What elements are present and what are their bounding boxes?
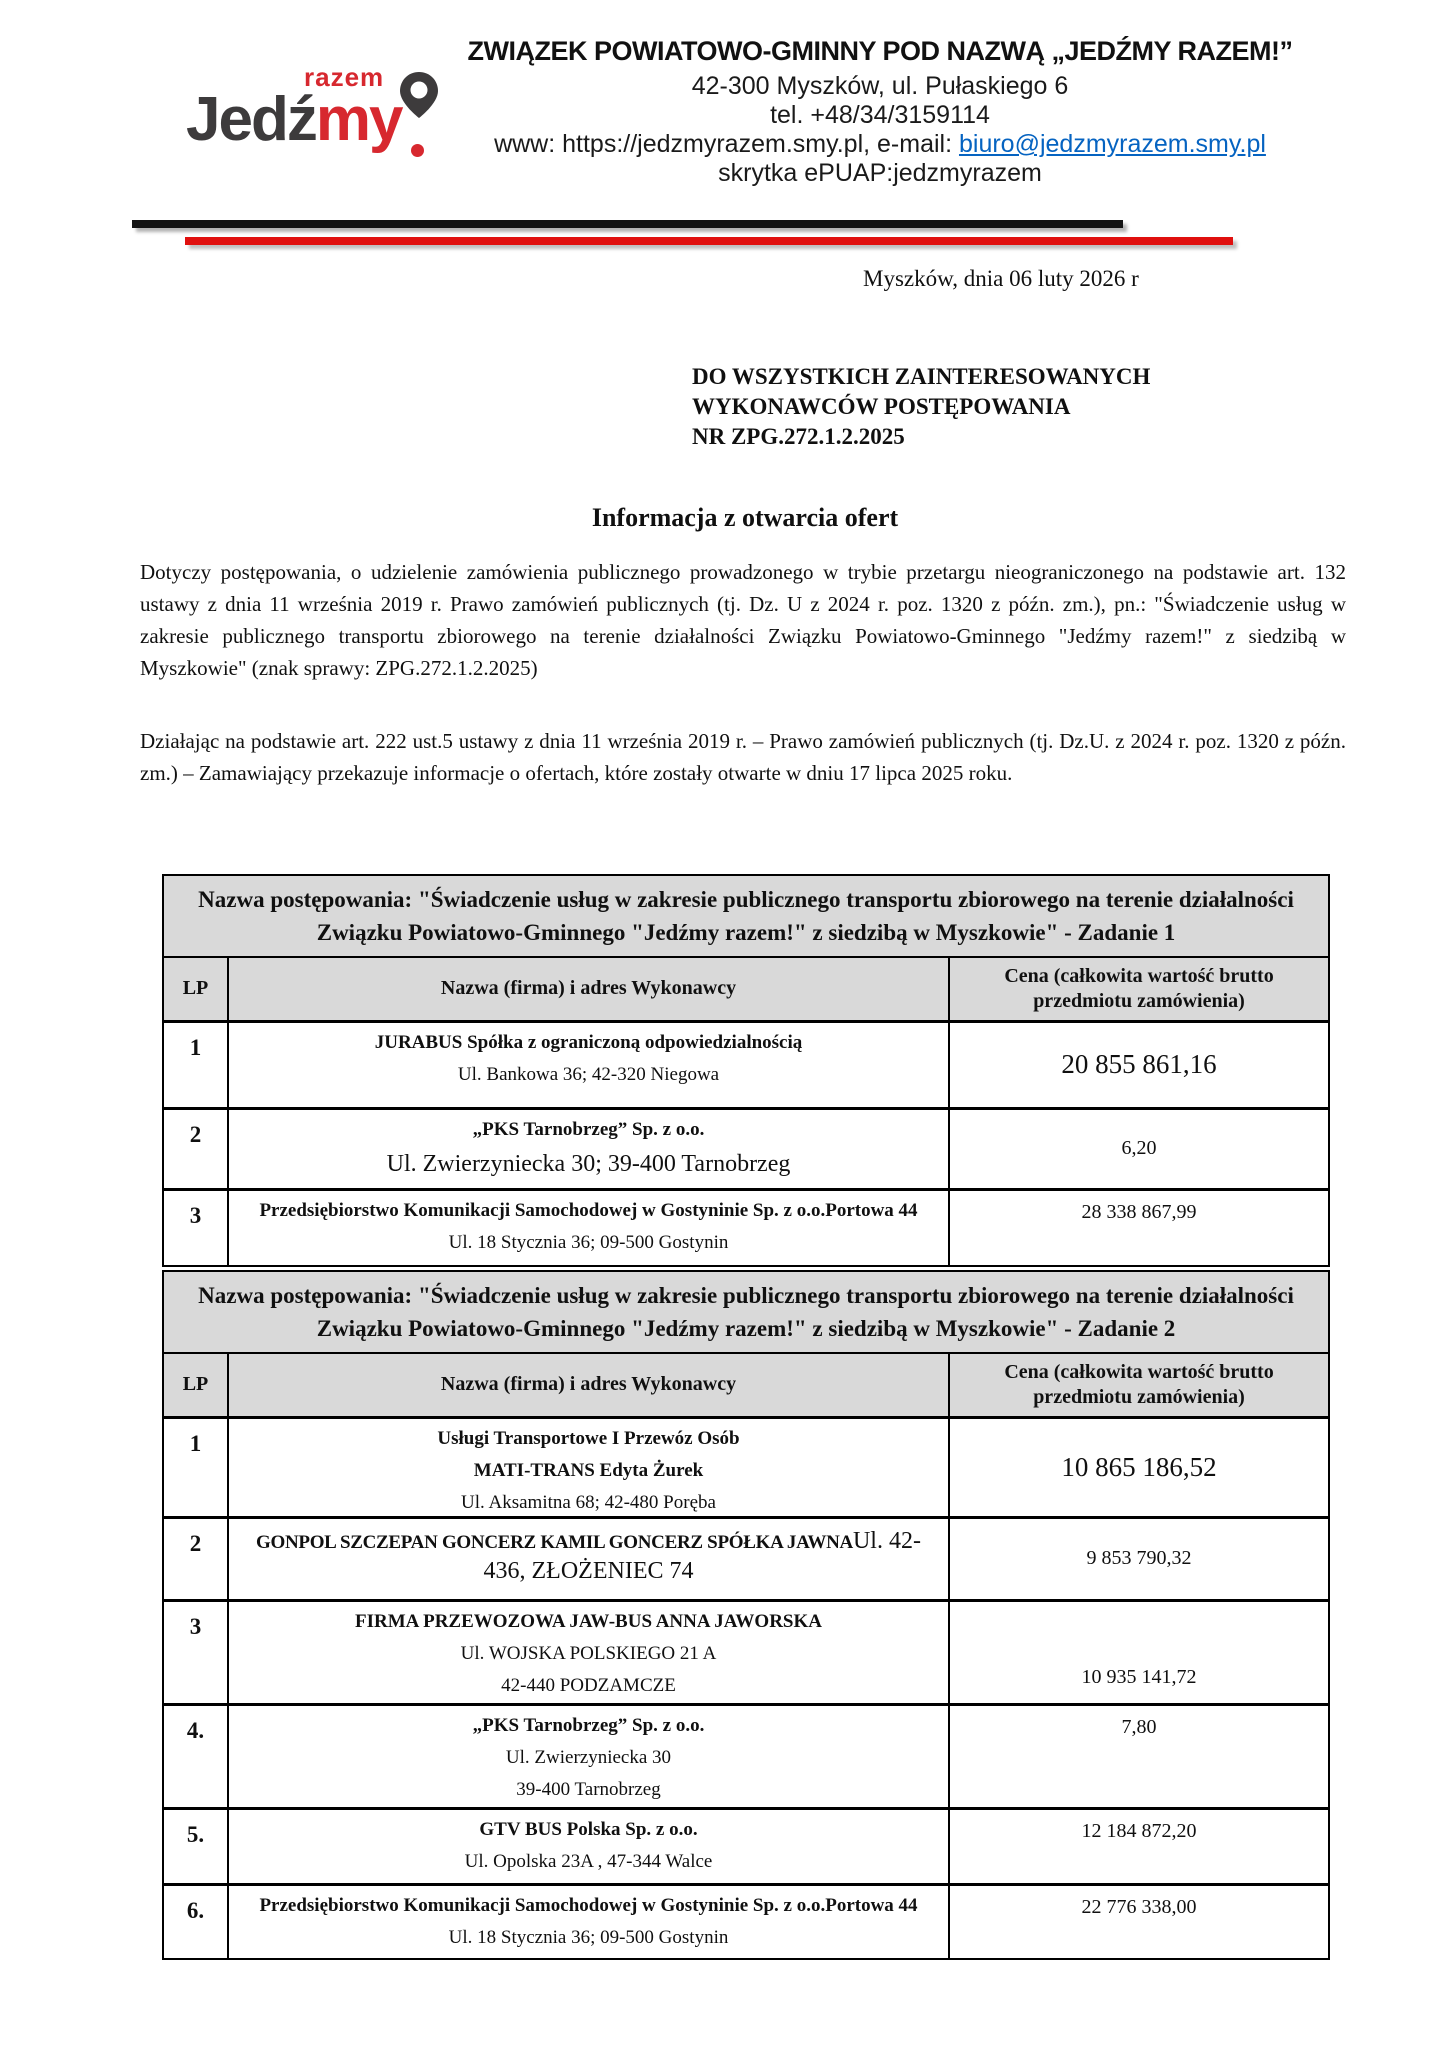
table-row bbox=[163, 1884, 1329, 1959]
table2-title: Nazwa postępowania: "Świadczenie usług w zakresie publicznego transportu zbiorowego na terenie działalności Związku Powiatowo-Gminnego "Jedźmy razem!" z siedzibą w Myszkowie" - Zadanie 2 bbox=[163, 1271, 1329, 1353]
contractor-address: Ul. Bankowa 36; 42-320 Niegowa bbox=[457, 1063, 720, 1085]
table-row bbox=[163, 1808, 1329, 1884]
contractor-name-2: MATI-TRANS Edyta Żurek bbox=[473, 1459, 704, 1481]
org-epuap: skrytka ePUAP:jedzmyrazem bbox=[718, 159, 1042, 187]
contractor-name: FIRMA PRZEWOZOWA JAW-BUS ANNA JAWORSKA bbox=[355, 1610, 822, 1632]
contractor-address: Ul. 42-436, ZŁOŻENIEC 74 bbox=[483, 1527, 921, 1584]
letterhead bbox=[440, 36, 1320, 188]
table-row bbox=[163, 1108, 1329, 1189]
logo-word-red: my bbox=[315, 85, 402, 154]
contractor-name: „PKS Tarnobrzeg” Sp. z o.o. bbox=[472, 1714, 705, 1736]
table2-col-price: Cena (całkowita wartość brutto przedmiotu zamówienia) bbox=[949, 1353, 1329, 1417]
row-contractor bbox=[228, 1600, 949, 1704]
row-price: 22 776 338,00 bbox=[949, 1884, 1329, 1959]
row-contractor bbox=[228, 1021, 949, 1108]
row-contractor bbox=[228, 1884, 949, 1959]
logo-exclamation-dot bbox=[411, 144, 424, 157]
row-lp: 5. bbox=[163, 1808, 228, 1884]
row-lp: 4. bbox=[163, 1704, 228, 1808]
table-row bbox=[163, 1189, 1329, 1266]
row-price: 9 853 790,32 bbox=[949, 1517, 1329, 1600]
row-lp: 1 bbox=[163, 1417, 228, 1517]
org-phone: tel. +48/34/3159114 bbox=[770, 101, 990, 129]
row-price: 6,20 bbox=[949, 1108, 1329, 1189]
org-www-prefix: www: https://jedzmyrazem.smy.pl, e-mail: bbox=[494, 130, 959, 158]
contractor-name: „PKS Tarnobrzeg” Sp. z o.o. bbox=[472, 1118, 705, 1140]
row-price: 28 338 867,99 bbox=[949, 1189, 1329, 1266]
contractor-address: Ul. Zwierzyniecka 30 bbox=[505, 1746, 672, 1768]
table-row bbox=[163, 1704, 1329, 1808]
row-lp: 1 bbox=[163, 1021, 228, 1108]
contractor-city: 39-400 Tarnobrzeg bbox=[516, 1778, 661, 1800]
jedzmy-razem-logo bbox=[186, 62, 436, 204]
contractor-address: Ul. Zwierzyniecka 30; 39-400 Tarnobrzeg bbox=[386, 1150, 791, 1177]
row-price: 7,80 bbox=[949, 1704, 1329, 1808]
table1-col-name: Nazwa (firma) i adres Wykonawcy bbox=[228, 957, 949, 1021]
offer-tables bbox=[162, 874, 1328, 1963]
divider-black-bar bbox=[132, 220, 1123, 228]
contractor-name: GTV BUS Polska Sp. z o.o. bbox=[479, 1818, 698, 1840]
addressee-block bbox=[692, 362, 1150, 452]
row-price: 10 865 186,52 bbox=[949, 1417, 1329, 1517]
row-price: 12 184 872,20 bbox=[949, 1808, 1329, 1884]
contractor-name: Przedsiębiorstwo Komunikacji Samochodowej w Gostyninie Sp. z o.o.Portowa 44 bbox=[259, 1894, 918, 1916]
paragraph-subject: Dotyczy postępowania, o udzielenie zamówienia publicznego prowadzonego w trybie przetargu nieograniczonego na podstawie art. 132 ustawy z dnia 11 września 2019 r. Prawo zamówień publicznych (tj. Dz. U z 2024 r. poz. 1320 z późn. zm.), pn.: "Świadczenie usług w zakresie publicznego transportu zbiorowego na terenie działalności Związku Powiatowo-Gminnego "Jedźmy razem!" z siedzibą w Myszkowie" (znak sprawy: ZPG.272.1.2.2025) bbox=[140, 560, 1346, 680]
contractor-address: Ul. Opolska 23A , 47-344 Walce bbox=[464, 1850, 713, 1872]
contractor-name: Usługi Transportowe I Przewóz Osób bbox=[437, 1427, 740, 1449]
addressee-line-1: DO WSZYSTKICH ZAINTERESOWANYCH bbox=[692, 364, 1151, 389]
contractor-address: Ul. 18 Stycznia 36; 09-500 Gostynin bbox=[448, 1926, 729, 1948]
row-contractor bbox=[228, 1517, 949, 1600]
row-price: 20 855 861,16 bbox=[949, 1021, 1329, 1108]
logo-tagline: razem bbox=[304, 62, 385, 92]
table-row bbox=[163, 1517, 1329, 1600]
row-contractor bbox=[228, 1704, 949, 1808]
row-contractor bbox=[228, 1189, 949, 1266]
row-lp: 6. bbox=[163, 1884, 228, 1959]
table-row bbox=[163, 1600, 1329, 1704]
table1-title: Nazwa postępowania: "Świadczenie usług w zakresie publicznego transportu zbiorowego na terenie działalności Związku Powiatowo-Gminnego "Jedźmy razem!" z siedzibą w Myszkowie" - Zadanie 1 bbox=[163, 875, 1329, 957]
row-contractor bbox=[228, 1108, 949, 1189]
row-contractor bbox=[228, 1808, 949, 1884]
org-name: ZWIĄZEK POWIATOWO-GMINNY POD NAZWĄ „JEDŹMY RAZEM!” bbox=[467, 36, 1293, 66]
divider-red-bar bbox=[185, 237, 1233, 245]
email-link[interactable]: biuro@jedzmyrazem.smy.pl bbox=[958, 130, 1266, 158]
logo-word-dark: Jedź bbox=[186, 85, 316, 154]
contractor-name: GONPOL SZCZEPAN GONCERZ KAMIL GONCERZ SPÓŁKA JAWNA bbox=[256, 1531, 853, 1553]
document-title: Informacja z otwarcia ofert bbox=[591, 503, 899, 532]
contractor-address: Ul. 18 Stycznia 36; 09-500 Gostynin bbox=[448, 1231, 729, 1253]
row-lp: 2 bbox=[163, 1108, 228, 1189]
contractor-name: Przedsiębiorstwo Komunikacji Samochodowej w Gostyninie Sp. z o.o.Portowa 44 bbox=[259, 1199, 918, 1221]
contractor-city: 42-440 PODZAMCZE bbox=[501, 1674, 676, 1696]
org-address: 42-300 Myszków, ul. Pułaskiego 6 bbox=[691, 72, 1069, 100]
contractor-address: Ul. Aksamitna 68; 42-480 Poręba bbox=[461, 1491, 716, 1513]
org-web-line bbox=[440, 130, 1320, 159]
addressee-line-3: NR ZPG.272.1.2.2025 bbox=[692, 424, 905, 449]
table-row bbox=[163, 1417, 1329, 1517]
row-lp: 3 bbox=[163, 1600, 228, 1704]
offers-table-zadanie-2 bbox=[162, 1270, 1330, 1960]
addressee-line-2: WYKONAWCÓW POSTĘPOWANIA bbox=[692, 394, 1071, 419]
table-row bbox=[163, 1021, 1329, 1108]
row-lp: 2 bbox=[163, 1517, 228, 1600]
date-line: Myszków, dnia 06 luty 2026 r bbox=[863, 266, 1139, 291]
row-price: 10 935 141,72 bbox=[949, 1600, 1329, 1704]
contractor-address: Ul. WOJSKA POLSKIEGO 21 A bbox=[460, 1642, 717, 1664]
contractor-name: JURABUS Spółka z ograniczoną odpowiedzialnością bbox=[374, 1031, 803, 1053]
offers-table-zadanie-1 bbox=[162, 874, 1330, 1267]
table2-col-name: Nazwa (firma) i adres Wykonawcy bbox=[228, 1353, 949, 1417]
row-lp: 3 bbox=[163, 1189, 228, 1266]
paragraph-legal-basis: Działając na podstawie art. 222 ust.5 ustawy z dnia 11 września 2019 r. – Prawo zamówień publicznych (tj. Dz.U. z 2024 r. poz. 1320 z późn. zm.) – Zamawiający przekazuje informacje o ofertach, które zostały otwarte w dniu 17 lipca 2025 roku. bbox=[140, 729, 1346, 785]
table1-col-price: Cena (całkowita wartość brutto przedmiotu zamówienia) bbox=[949, 957, 1329, 1021]
location-pin-icon bbox=[398, 70, 440, 126]
table2-col-lp: LP bbox=[163, 1353, 228, 1417]
row-contractor bbox=[228, 1417, 949, 1517]
table1-col-lp: LP bbox=[163, 957, 228, 1021]
